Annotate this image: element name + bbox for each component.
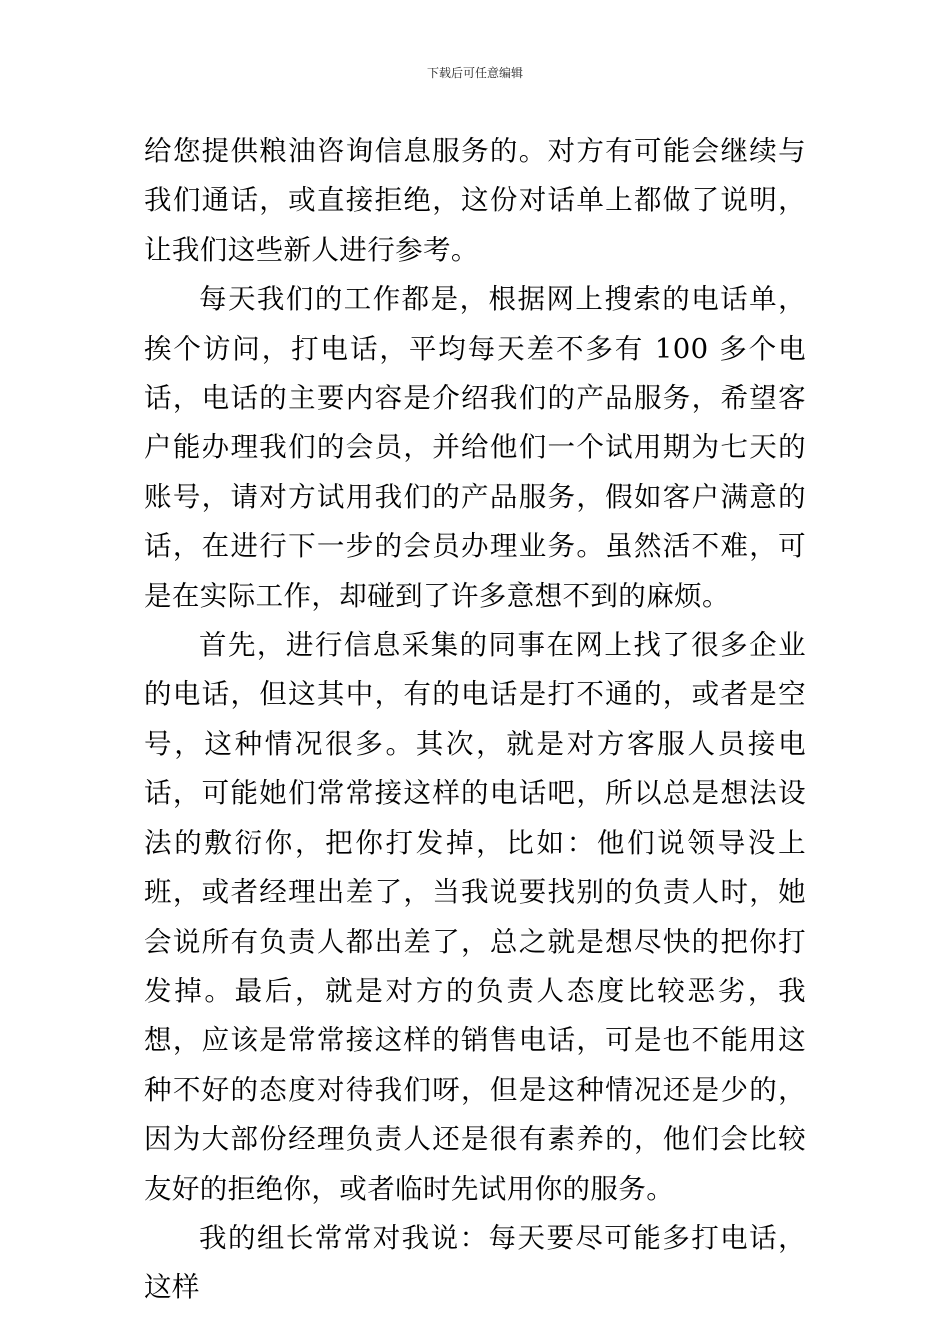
document-body xyxy=(144,127,806,1313)
paragraph-3: 首先，进行信息采集的同事在网上找了很多企业的电话，但这其中，有的电话是打不通的，或者是空号，这种情况很多。其次，就是对方客服人员接电话，可能她们常常接这样的电话吧，所以总是想法设法的敷衍你，把你打发掉，比如：他们说领导没上班，或者经理出差了，当我说要找别的负责人时，她会说所有负责人都出差了，总之就是想尽快的把你打发掉。最后，就是对方的负责人态度比较恶劣，我想，应该是常常接这样的销售电话，可是也不能用这种不好的态度对待我们呀，但是这种情况还是少的，因为大部份经理负责人还是很有素养的，他们会比较友好的拒绝你，或者临时先试用你的服务。 xyxy=(144,629,806,1205)
paragraph-4: 我的组长常常对我说：每天要尽可能多打电话，这样 xyxy=(144,1221,806,1304)
paragraph-1: 给您提供粮油咨询信息服务的。对方有可能会继续与我们通话，或直接拒绝，这份对话单上都做了说明，让我们这些新人进行参考。 xyxy=(144,135,806,266)
paragraph-2: 每天我们的工作都是，根据网上搜索的电话单，挨个访问，打电话，平均每天差不多有 100 多个电话，电话的主要内容是介绍我们的产品服务，希望客户能办理我们的会员，并给他们一个试用期为七天的账号，请对方试用我们的产品服务，假如客户满意的话，在进行下一步的会员办理业务。虽然活不难，可是在实际工作，却碰到了许多意想不到的麻烦。 xyxy=(144,283,806,612)
page-header: 下载后可任意编辑 xyxy=(426,66,523,80)
